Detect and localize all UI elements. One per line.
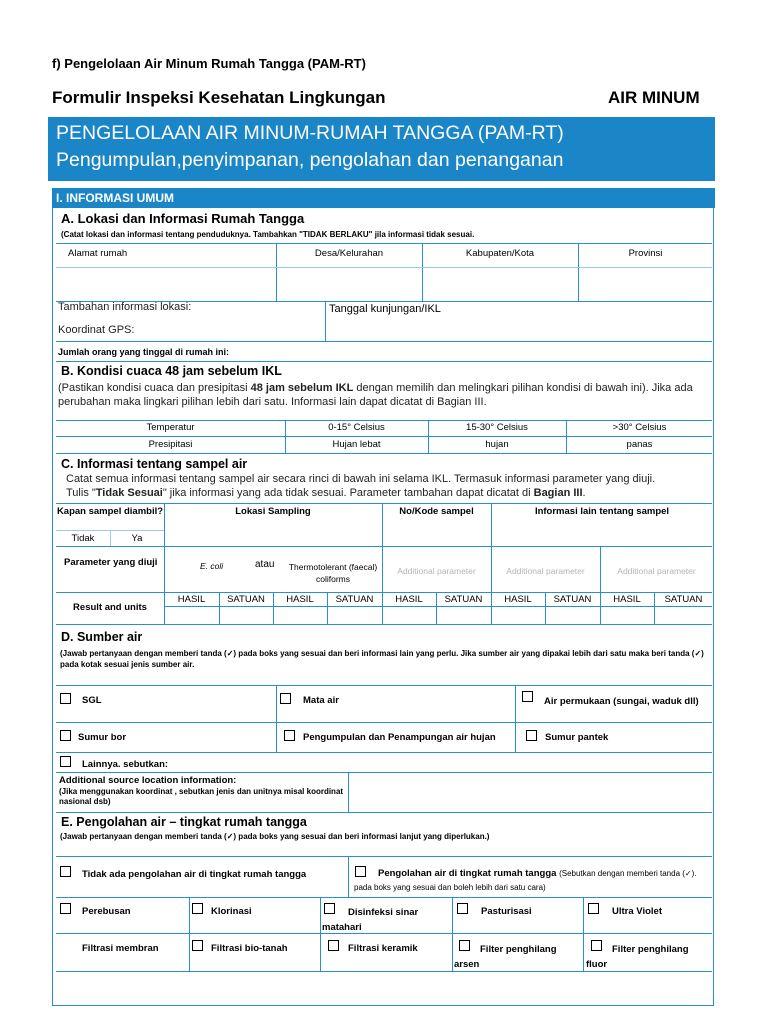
divider bbox=[325, 301, 326, 341]
label-perebusan: Perebusan bbox=[82, 906, 131, 917]
note-text: Tulis " bbox=[66, 487, 96, 499]
note-text: . bbox=[582, 487, 586, 499]
section-e-title: E. Pengolahan air – tingkat rumah tangga bbox=[61, 815, 307, 829]
checkbox-ultra-violet[interactable] bbox=[588, 903, 599, 914]
divider bbox=[56, 897, 712, 898]
result-units-label: Result and units bbox=[73, 602, 147, 613]
hasil-4: HASIL bbox=[504, 594, 532, 605]
label-text: Pengolahan air di tingkat rumah tangga bbox=[378, 868, 557, 879]
note-text: " jika informasi yang ada tidak sesuai. Parameter tambahan dapat dicatat di bbox=[162, 487, 534, 499]
form-bottom-border bbox=[52, 1005, 714, 1006]
checkbox-filtrasi-bio-tanah[interactable] bbox=[192, 940, 203, 951]
satuan-1: SATUAN bbox=[227, 594, 265, 605]
section-e-note: (Jawab pertanyaan dengan memberi tanda (✓) pada boks yang sesuai dan beri informasi lanjut yang diperlukan.) bbox=[60, 832, 490, 841]
divider bbox=[56, 856, 712, 857]
note-text: dengan memilih dan melingkari pilihan kondisi di bawah ini). Jika ada perubahan maka lingkari pilihan lebih dari satu. Informasi lain dapat dicatat di Bagian III. bbox=[58, 382, 693, 408]
col-provinsi: Provinsi bbox=[628, 248, 663, 259]
checkbox-perebusan[interactable] bbox=[60, 903, 71, 914]
divider bbox=[320, 897, 321, 971]
divider bbox=[56, 503, 712, 504]
label-filter-fluor: Filter penghilang fluor bbox=[586, 944, 689, 970]
form-left-border bbox=[52, 208, 53, 1006]
additional-source-note: (Jika menggunakan koordinat , sebutkan jenis dan unitnya misal koordinat nasional dsb) bbox=[59, 787, 344, 806]
note-text: (Pastikan kondisi cuaca dan presipitasi bbox=[58, 382, 251, 394]
label-note: (Sebutkan dengan memberi tanda (✓). pada boks yang sesuai dan boleh lebih dari satu cara) bbox=[354, 869, 697, 892]
form-category: AIR MINUM bbox=[608, 88, 700, 107]
col-desa-kelurahan: Desa/Kelurahan bbox=[314, 248, 384, 259]
divider bbox=[583, 897, 584, 971]
temp-option-high[interactable]: >30° Celsius bbox=[612, 422, 667, 433]
divider bbox=[56, 267, 712, 268]
label-filtrasi-keramik: Filtrasi keramik bbox=[348, 943, 418, 954]
section-c-note2 bbox=[66, 487, 586, 499]
form-right-border bbox=[713, 208, 714, 1006]
param-thermotolerant: Thermotolerant (faecal) coliforms bbox=[288, 562, 378, 584]
divider bbox=[56, 420, 712, 421]
divider bbox=[491, 503, 492, 624]
divider bbox=[56, 436, 712, 437]
label-sumur-bor: Sumur bor bbox=[78, 732, 127, 743]
temp-option-low[interactable]: 0-15° Celsius bbox=[328, 422, 385, 433]
divider bbox=[56, 624, 712, 625]
divider bbox=[189, 897, 190, 971]
hasil-2: HASIL bbox=[286, 594, 314, 605]
gps-label: Koordinat GPS: bbox=[58, 324, 135, 336]
checkbox-sgl[interactable] bbox=[60, 693, 71, 704]
param-or: atau bbox=[255, 559, 275, 570]
divider bbox=[56, 812, 712, 813]
checkbox-sumur-pantek[interactable] bbox=[526, 730, 537, 741]
section-i-header: I. INFORMASI UMUM bbox=[52, 188, 715, 208]
divider bbox=[56, 361, 712, 362]
divider bbox=[600, 546, 601, 624]
household-count-label: Jumlah orang yang tinggal di rumah ini: bbox=[58, 347, 230, 357]
label-sgl: SGL bbox=[82, 695, 102, 706]
label-lainnya: Lainnya. sebutkan: bbox=[82, 759, 169, 770]
divider bbox=[348, 856, 349, 897]
divider bbox=[56, 592, 712, 593]
checkbox-lainnya[interactable] bbox=[60, 756, 71, 767]
note-bold: 48 jam sebelum IKL bbox=[250, 382, 354, 394]
col-when-sampled: Kapan sampel diambil? bbox=[56, 506, 164, 517]
col-sample-code: No/Kode sampel bbox=[399, 506, 474, 517]
col-yes: Ya bbox=[131, 533, 143, 544]
checkbox-no-treatment[interactable] bbox=[60, 866, 71, 877]
divider bbox=[164, 503, 165, 624]
section-b-note bbox=[58, 381, 708, 409]
additional-parameter-2[interactable]: Additional parameter bbox=[506, 566, 585, 576]
col-alamat-rumah: Alamat rumah bbox=[68, 248, 128, 259]
hasil-5: HASIL bbox=[613, 594, 641, 605]
param-ecoli: E. coli bbox=[200, 561, 224, 571]
col-no: Tidak bbox=[71, 533, 95, 544]
hasil-3: HASIL bbox=[395, 594, 423, 605]
divider bbox=[164, 606, 712, 607]
divider bbox=[276, 685, 277, 752]
divider bbox=[56, 546, 712, 547]
col-kabupaten-kota: Kabupaten/Kota bbox=[465, 248, 535, 259]
satuan-2: SATUAN bbox=[335, 594, 374, 605]
satuan-5: SATUAN bbox=[664, 594, 703, 605]
divider bbox=[56, 722, 712, 723]
satuan-4: SATUAN bbox=[553, 594, 592, 605]
section-c-note1: Catat semua informasi tentang sampel air secara rinci di bawah ini selama IKL. Termasuk informasi parameter yang diuji. bbox=[66, 473, 656, 485]
label-air-hujan: Pengumpulan dan Penampungan air hujan bbox=[303, 732, 496, 743]
section-b-title: B. Kondisi cuaca 48 jam sebelum IKL bbox=[61, 364, 282, 378]
section-d-title: D. Sumber air bbox=[61, 630, 143, 644]
divider bbox=[515, 685, 516, 752]
additional-parameter-1[interactable]: Additional parameter bbox=[397, 566, 476, 576]
section-reference: f) Pengelolaan Air Minum Rumah Tangga (PAM-RT) bbox=[52, 56, 366, 71]
divider bbox=[56, 772, 712, 773]
section-c-title: C. Informasi tentang sampel air bbox=[61, 457, 248, 471]
hasil-1: HASIL bbox=[177, 594, 206, 605]
label-no-treatment: Tidak ada pengolahan air di tingkat rumah tangga bbox=[82, 869, 307, 880]
label-sumur-pantek: Sumur pantek bbox=[545, 732, 609, 743]
label-household-treatment bbox=[354, 867, 709, 895]
additional-parameter-3[interactable]: Additional parameter bbox=[617, 566, 696, 576]
section-d-note: (Jawab pertanyaan dengan memberi tanda (✓) pada boks yang sesuai dan beri informasi lain yang perlu. Jika sumber air yang dipakai lebih dari satu maka beri tanda (✓) pada kotak sesuai jenis sumber air. bbox=[60, 649, 704, 669]
banner-title-line1: PENGELOLAAN AIR MINUM-RUMAH TANGGA (PAM-RT) bbox=[56, 122, 564, 144]
title-banner bbox=[48, 117, 715, 181]
label-air-permukaan: Air permukaan (sungai, waduk dll) bbox=[544, 696, 699, 707]
divider bbox=[56, 243, 712, 244]
checkbox-klorinasi[interactable] bbox=[192, 903, 203, 914]
col-sampling-location: Lokasi Sampling bbox=[235, 506, 311, 517]
label-disinfeksi-matahari: Disinfeksi sinar matahari bbox=[322, 907, 419, 933]
divider bbox=[348, 772, 349, 812]
precip-option-rain[interactable]: hujan bbox=[485, 439, 509, 450]
label-filter-arsen: Filter penghilang arsen bbox=[454, 944, 557, 970]
note-bold: Bagian III bbox=[533, 487, 583, 499]
divider bbox=[452, 897, 453, 971]
additional-source-title: Additional source location information: bbox=[59, 775, 237, 786]
checkbox-filtrasi-keramik[interactable] bbox=[328, 940, 339, 951]
checkbox-air-hujan[interactable] bbox=[284, 730, 295, 741]
label-pasturisasi: Pasturisasi bbox=[481, 906, 532, 917]
label-filtrasi-bio-tanah: Filtrasi bio-tanah bbox=[211, 943, 288, 954]
precip-option-hot[interactable]: panas bbox=[626, 439, 653, 450]
checkbox-mata-air[interactable] bbox=[280, 693, 291, 704]
label-ultra-violet: Ultra Violet bbox=[612, 906, 662, 917]
extra-location-label: Tambahan informasi lokasi: bbox=[58, 301, 192, 313]
divider bbox=[56, 453, 712, 454]
section-a-note: (Catat lokasi dan informasi tentang penduduknya. Tambahkan "TIDAK BERLAKU" jila informasi tidak sesuai. bbox=[61, 230, 475, 239]
checkbox-pasturisasi[interactable] bbox=[457, 903, 468, 914]
temp-option-mid[interactable]: 15-30° Celsius bbox=[466, 422, 528, 433]
precip-option-heavy[interactable]: Hujan lebat bbox=[332, 439, 381, 450]
precipitation-label: Presipitasi bbox=[148, 439, 193, 450]
visit-date-label: Tanggal kunjungan/IKL bbox=[329, 303, 441, 315]
satuan-3: SATUAN bbox=[444, 594, 483, 605]
param-label: Parameter yang diuji bbox=[64, 557, 158, 568]
section-a-title: A. Lokasi dan Informasi Rumah Tangga bbox=[61, 211, 305, 226]
divider bbox=[56, 752, 712, 753]
form-title: Formulir Inspeksi Kesehatan Lingkungan bbox=[52, 88, 386, 107]
label-klorinasi: Klorinasi bbox=[211, 906, 252, 917]
col-other-sample-info: Informasi lain tentang sampel bbox=[534, 506, 670, 517]
divider bbox=[56, 341, 712, 342]
banner-title-line2: Pengumpulan,penyimpanan, pengolahan dan penanganan bbox=[56, 149, 564, 171]
checkbox-sumur-bor[interactable] bbox=[60, 730, 71, 741]
label-mata-air: Mata air bbox=[303, 695, 339, 706]
divider bbox=[56, 685, 712, 686]
temperature-label: Temperatur bbox=[146, 422, 195, 433]
note-bold: Tidak Sesuai bbox=[95, 487, 163, 499]
label-filtrasi-membran: Filtrasi membran bbox=[82, 943, 159, 954]
